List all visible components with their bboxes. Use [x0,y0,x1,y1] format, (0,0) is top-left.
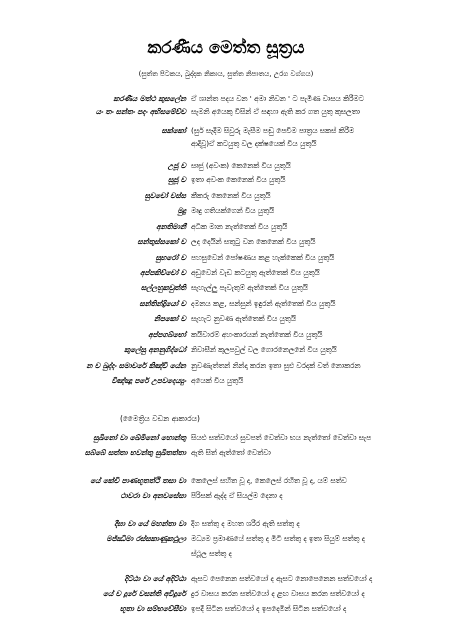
pali-line: යේ ච දූරේ වසන්ති අවිදූරේ [103,589,186,598]
pali-line: අනතිමානී [156,222,186,231]
pali-line: අප්පගබ්භෝ [148,330,186,339]
sinhala-line: නුවණැත්තන් නින්දා කරන ඉතා සුළු වරදක් වත් නොකරන [191,361,361,370]
pali-line: ථාවරා වා අනවසේසා [120,491,186,500]
pali-line: නිපකෝ ච [154,314,186,323]
pali-line: කරණීය මත්ථ කුසලේන [113,94,186,103]
sinhala-line: ආදිවූ)ඒ කටයුතු වල දක්ෂයෙක් විය යුතුයි [191,139,317,148]
sinhala-line: සැමනි අයෙකු විසින් ඒ සඳහා ඇති කර ගත යුතු කුසලතා [191,107,360,116]
pali-line: විඤ්ඤූ පරේ උපවදෙය්‍යුං [111,376,186,385]
sinhala-line: ඉතා අවංක කෙනෙක් විය යුතුයි [191,175,286,184]
section-label: (මෛත්‍රිය වඩන ආකාරය) [120,414,200,423]
sinhala-line: සියළු සත්වයෝ සුවපත් වෙත්වා භය නැත්තෝ වෙත්වා සැප [191,433,372,442]
sinhala-line: අඩුවෙන් වැඩ කටයුතු ඇත්තෙක් විය යුතුයි [191,268,320,277]
sinhala-line: නිවාසීන් කුලපවුල් වල ගොරනෙලනේ විය යුතුයි [191,345,337,354]
sinhala-line: ඉපදී සිටින සත්වයෝ ද ඉපදෙමින් සිටින සත්වයෝ ද [191,604,347,613]
sinhala-line: සෘජු (අවංක) කෙනෙක් විය යුතුයි [191,161,291,170]
pali-line: මුදු [177,206,186,215]
page-subtitle: (සුත්ත පිටකය, ඛුද්දක නිකාය, සුත්ත නිපාතය, උරග වග්ගය) [138,70,314,78]
pali-line: සුජූ ච [168,175,186,184]
pali-line: සක්කෝ [161,126,186,135]
sinhala-line: කයිවාරම් අහංකාරයන් නැත්තෙක් විය යුතුයි [191,330,323,339]
sinhala-line: කීකරු කෙනෙක් විය යුතුයි [191,191,271,200]
sinhala-line: ඇති සිත් ඇත්තෝ වෙත්වා [191,448,271,457]
pali-line: දිට්ඨා වා යේ අදිට්ඨා [124,574,186,583]
page-title: කරණීය මෙත්ත සූත්‍රය [147,38,305,58]
sinhala-line: සැහැට නුවණ ඇත්තෙක් විය යුතුයි [191,314,296,323]
pali-line: සල්ලහුකවුත්ති [140,283,186,292]
sinhala-line: මධ්‍යම ප්‍රමාණයේ සත්තු ද මිටි සත්තු ද ඉතා සියුම් සත්තු ද [191,534,365,543]
sinhala-line: සැහැල්ලු පැවැතුම් ඇත්තෙක් විය යුතුයි [191,283,308,292]
sinhala-line: දිග සත්තු ද මහත ශරීර ඇති සත්තු ද [191,519,300,528]
pali-line: සුවචෝ චස්ස [144,191,186,200]
pali-line: සබ්බේ සත්තා භවන්තු සුඛිතත්තා [84,448,186,457]
pali-line: සුඛිනෝ වා ඛේමිනෝ හොන්තු [93,433,186,442]
sinhala-line: පහසුවෙන් පෝෂණය කළ හැක්කෙක් විය යුතුයි [191,253,335,262]
pali-line: යේ කේචි පාණභූතත්ථි තසා වා [90,476,186,485]
pali-line: න ච ඛුද්දං සමාචරේ කිඤ්චි යේන [86,361,186,370]
sinhala-line: ලද දෙයින් සතුටු වන කෙනෙක් විය යුතුයි [191,237,316,246]
pali-line: අප්පකිච්චෝ ච [140,268,186,277]
sinhala-line: අයෙක් විය යුතුයි [191,376,244,385]
sinhala-line: ඇසට පෙනෙන සත්වයෝ ද ඇසට නොපෙනෙන සත්වයෝ ද [191,574,373,583]
sinhala-line: අධික මාන නැත්තෙක් විය යුතුයි [191,222,288,231]
sinhala-line: ඒ ශාන්ත පදය වන ' අමා නිවන ' ට පැමිණ වාසය කිරීමට [191,94,364,103]
sinhala-line: පිරිසක් ඇද්ද ඒ සියල්ම දෙනා ද [191,491,283,500]
pali-line: කුලේසු අනනුගිද්ධෝ [124,345,186,354]
pali-line: යං තං සන්තං පදං අභිසමේච්ච [95,107,186,116]
pali-line: සුභරෝ ච [155,253,186,262]
pali-line: උජූ ච [167,161,186,170]
pali-line: සන්තින්ද්‍රියෝ ච [139,299,186,308]
sinhala-line: (සුර් සෑදීම සිවුරු මැසීම පඬු පෙවීම පාත්‍රය සකස් කිරීම [191,126,355,135]
pali-line: මජ්ඣිමා රස්සකාණුකථුලා [106,534,186,543]
sinhala-line: කෙලෙස් සහිත වූ ද, කෙලෙස් රහිත වූ ද, යම් සත්ව [191,476,347,485]
sinhala-line: ස්ථූල සත්තු ද [191,549,232,558]
pali-line: දීඝා වා යේ මහන්තා වා [114,519,186,528]
sinhala-line: දමනය කළ, සන්සුන් ඉඳුරන් ඇත්තෙක් විය යුතුයි [191,299,336,308]
sinhala-line: දුර වාසය කරන සත්වයෝ ද ළඟ වාසය කරන සත්වයෝ ද [191,589,365,598]
pali-line: භූතා වා සම්භවේසීවා [119,604,186,613]
sinhala-line: මෘදු ගතියක්ගෙන් විය යුතුයි [191,206,275,215]
pali-line: සන්තුස්සකෝ ච [137,237,186,246]
